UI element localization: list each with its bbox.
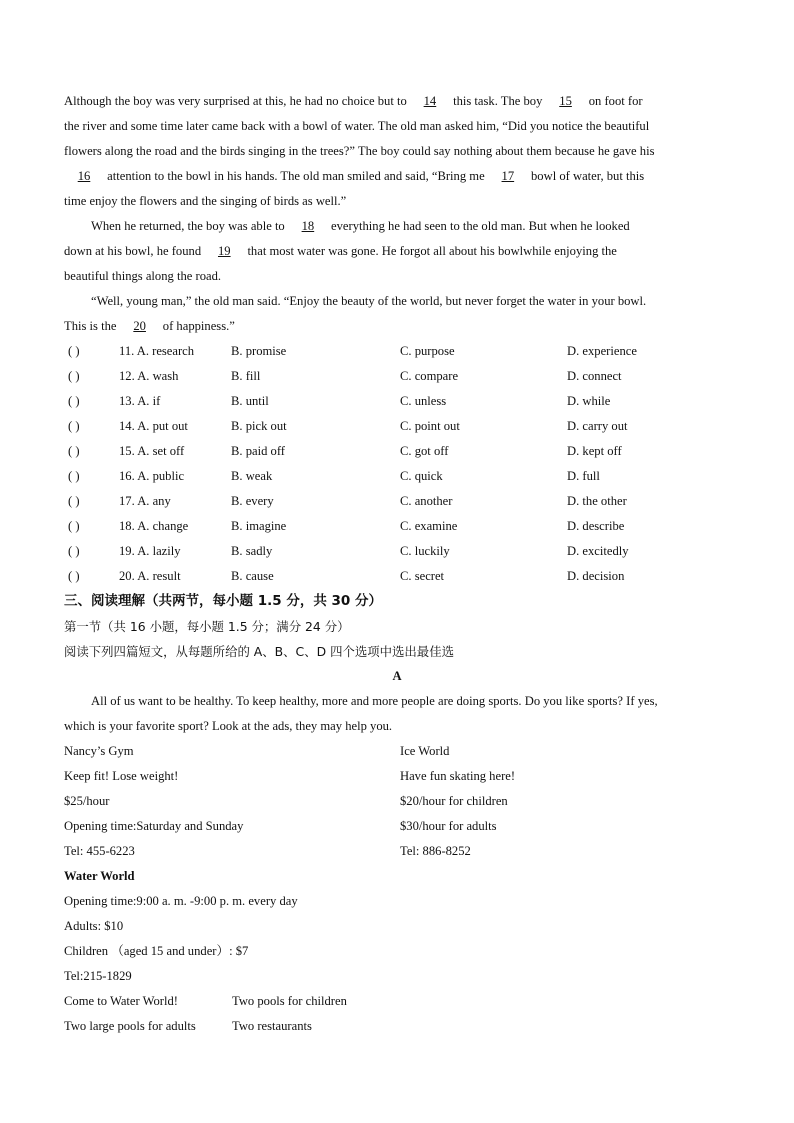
water-world-adult-pools: Two large pools for adults — [64, 1019, 196, 1033]
water-world-hours: Opening time:9:00 a. m. -9:00 p. m. every day — [64, 894, 298, 908]
option-b: B. cause — [231, 569, 274, 583]
option-b: B. promise — [231, 344, 287, 358]
option-row — [64, 389, 730, 414]
answer-paren: ( ) — [68, 444, 80, 458]
option-row — [64, 514, 730, 539]
passage-text: This is the — [64, 319, 117, 333]
water-world-children-pools: Two pools for children — [232, 994, 347, 1008]
option-c: C. got off — [400, 444, 449, 458]
passage-line-9: “Well, young man,” the old man said. “Enjoy the beauty of the world, but never forget the water in your bowl. — [91, 294, 647, 308]
answer-paren: ( ) — [68, 419, 80, 433]
passage-text: on foot for — [588, 94, 643, 108]
passage-line-8: beautiful things along the road. — [64, 269, 222, 283]
option-row — [64, 464, 730, 489]
option-d: D. describe — [567, 519, 625, 533]
options-list — [64, 339, 730, 589]
option-row — [64, 364, 730, 389]
option-row — [64, 489, 730, 514]
option-b: B. until — [231, 394, 269, 408]
passage-line-10 — [64, 314, 730, 339]
option-row — [64, 539, 730, 564]
option-b: B. sadly — [231, 544, 273, 558]
option-d: D. decision — [567, 569, 625, 583]
blank-16: 16 — [77, 169, 91, 183]
option-d: D. the other — [567, 494, 627, 508]
passage-line-7 — [64, 239, 730, 264]
option-c: C. luckily — [400, 544, 450, 558]
passage-text: that most water was gone. He forgot all about his bowlwhile enjoying the — [247, 244, 617, 258]
answer-paren: ( ) — [68, 344, 80, 358]
answer-paren: ( ) — [68, 369, 80, 383]
option-c: C. examine — [400, 519, 458, 533]
option-row — [64, 439, 730, 464]
water-world-adults: Adults: $10 — [64, 919, 124, 933]
option-d: D. excitedly — [567, 544, 629, 558]
water-world-tel: Tel:215-1829 — [64, 969, 132, 983]
option-d: D. carry out — [567, 419, 628, 433]
passage-text: down at his bowl, he found — [64, 244, 202, 258]
answer-paren: ( ) — [68, 394, 80, 408]
answer-paren: ( ) — [68, 544, 80, 558]
option-a: 11. A. research — [119, 344, 195, 358]
option-a: 19. A. lazily — [119, 544, 181, 558]
reading-intro-2: which is your favorite sport? Look at the ads, they may help you. — [64, 719, 393, 733]
answer-paren: ( ) — [68, 469, 80, 483]
water-world-row — [64, 1014, 730, 1039]
nancy-gym-price: $25/hour — [64, 794, 110, 808]
passage-text: Although the boy was very surprised at this, he had no choice but to — [64, 94, 407, 108]
nancy-gym-slogan: Keep fit! Lose weight! — [64, 769, 179, 783]
option-b: B. paid off — [231, 444, 285, 458]
answer-paren: ( ) — [68, 494, 80, 508]
water-world-children: Children （aged 15 and under）: $7 — [64, 944, 249, 958]
option-b: B. fill — [231, 369, 261, 383]
water-world-title: Water World — [64, 869, 135, 883]
option-b: B. pick out — [231, 419, 287, 433]
ice-world-title: Ice World — [400, 744, 450, 758]
option-row — [64, 564, 730, 589]
blank-20: 20 — [133, 319, 146, 333]
option-c: C. point out — [400, 419, 460, 433]
ad-row — [64, 814, 730, 839]
ice-world-price-adults: $30/hour for adults — [400, 819, 497, 833]
option-d: D. while — [567, 394, 611, 408]
option-b: B. every — [231, 494, 274, 508]
reading-intro-1: All of us want to be healthy. To keep healthy, more and more people are doing sports. Do you like sports? If yes, — [91, 694, 658, 708]
passage-line-3: flowers along the road and the birds singing in the trees?” The boy could say nothing about them because he gave his — [64, 144, 655, 158]
passage-line-5: time enjoy the flowers and the singing of birds as well.” — [64, 194, 347, 208]
passage-text: this task. The boy — [453, 94, 543, 108]
passage-line-2: the river and some time later came back with a bowl of water. The old man asked him, “Did you notice the beautiful — [64, 119, 650, 133]
option-d: D. kept off — [567, 444, 622, 458]
option-a: 17. A. any — [119, 494, 171, 508]
option-d: D. experience — [567, 344, 637, 358]
option-d: D. full — [567, 469, 600, 483]
blank-18: 18 — [301, 219, 315, 233]
option-c: C. purpose — [400, 344, 455, 358]
answer-paren: ( ) — [68, 519, 80, 533]
water-world-row — [64, 989, 730, 1014]
option-c: C. secret — [400, 569, 445, 583]
option-c: C. compare — [400, 369, 459, 383]
blank-15: 15 — [559, 94, 572, 108]
passage-text: everything he had seen to the old man. But when he looked — [331, 219, 630, 233]
option-b: B. weak — [231, 469, 273, 483]
water-world-welcome: Come to Water World! — [64, 994, 178, 1008]
passage-line-4 — [64, 164, 730, 189]
ad-row — [64, 764, 730, 789]
option-c: C. another — [400, 494, 453, 508]
ice-world-price-children: $20/hour for children — [400, 794, 508, 808]
option-c: C. quick — [400, 469, 443, 483]
option-row — [64, 414, 730, 439]
ice-world-slogan: Have fun skating here! — [400, 769, 516, 783]
passage-text: When he returned, the boy was able to — [91, 219, 285, 233]
passage-line-1 — [64, 89, 730, 114]
option-a: 16. A. public — [119, 469, 185, 483]
section-instruction: 阅读下列四篇短文，从每题所给的 A、B、C、D 四个选项中选出最佳选 — [64, 644, 454, 659]
nancy-gym-tel: Tel: 455-6223 — [64, 844, 135, 858]
ad-row — [64, 839, 730, 864]
blank-14: 14 — [423, 94, 437, 108]
nancy-gym-hours: Opening time:Saturday and Sunday — [64, 819, 244, 833]
option-c: C. unless — [400, 394, 447, 408]
option-a: 18. A. change — [119, 519, 189, 533]
section-heading: 三、阅读理解（共两节，每小题 1.5 分，共 30 分） — [64, 593, 383, 609]
water-world-restaurants: Two restaurants — [232, 1019, 312, 1033]
option-a: 13. A. if — [119, 394, 161, 408]
passage-letter: A — [392, 669, 402, 683]
passage-text: of happiness.” — [162, 319, 235, 333]
option-row — [64, 339, 730, 364]
ad-row — [64, 789, 730, 814]
option-a: 15. A. set off — [119, 444, 185, 458]
ice-world-tel: Tel: 886-8252 — [400, 844, 471, 858]
answer-paren: ( ) — [68, 569, 80, 583]
document-page — [64, 89, 730, 1039]
ad-row — [64, 739, 730, 764]
option-d: D. connect — [567, 369, 622, 383]
passage-line-6 — [64, 214, 730, 239]
blank-17: 17 — [501, 169, 515, 183]
blank-19: 19 — [217, 244, 231, 258]
passage-text: bowl of water, but this — [531, 169, 645, 183]
section-subheading: 第一节（共 16 小题，每小题 1.5 分；满分 24 分） — [64, 619, 350, 634]
option-b: B. imagine — [231, 519, 287, 533]
nancy-gym-title: Nancy’s Gym — [64, 744, 134, 758]
option-a: 20. A. result — [119, 569, 181, 583]
option-a: 14. A. put out — [119, 419, 188, 433]
option-a: 12. A. wash — [119, 369, 179, 383]
passage-text: attention to the bowl in his hands. The old man smiled and said, “Bring me — [107, 169, 485, 183]
